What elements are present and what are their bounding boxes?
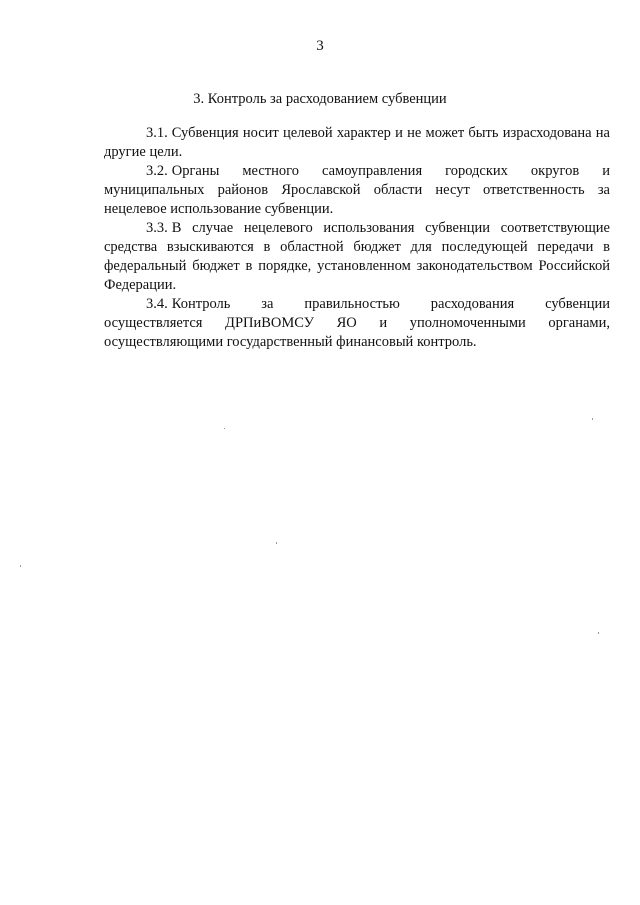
scan-speck [20,565,21,567]
document-body [104,124,610,352]
paragraph-number: 3.1. [146,125,168,141]
paragraph-text-first-line: Контроль за правильностью расходования субвенции [171,296,610,312]
paragraph-text: муниципальных районов Ярославской области несут ответственность за нецелевое использование субвенции. [104,182,610,217]
paragraph-number: 3.2. [146,163,168,179]
paragraph-text: В случае нецелевого использования субвенции соответствующие средства взыскиваются в областной бюджет для последующей передачи в федеральный бюджет в порядке, установленном законодательством Российской Федерации. [104,220,610,293]
paragraph-3-1 [104,124,610,162]
paragraph-text: осуществляется ДРПиВОМСУ ЯО и уполномоченными органами, осуществляющими государственный финансовый контроль. [104,315,610,350]
paragraph-text-first-line: Органы местного самоуправления городских округов и [171,163,610,179]
scan-speck [592,418,593,420]
scan-speck [276,542,277,544]
paragraph-3-2 [104,162,610,219]
section-title: 3. Контроль за расходованием субвенции [193,91,447,107]
paragraph-text: Субвенция носит целевой характер и не может быть израсходована на другие цели. [104,125,610,160]
paragraph-number: 3.3. [146,220,168,236]
scan-speck [224,428,225,429]
paragraph-3-4 [104,295,610,352]
scan-speck [598,632,599,634]
page-number: 3 [316,38,324,54]
paragraph-3-3 [104,219,610,295]
paragraph-number: 3.4. [146,296,168,312]
